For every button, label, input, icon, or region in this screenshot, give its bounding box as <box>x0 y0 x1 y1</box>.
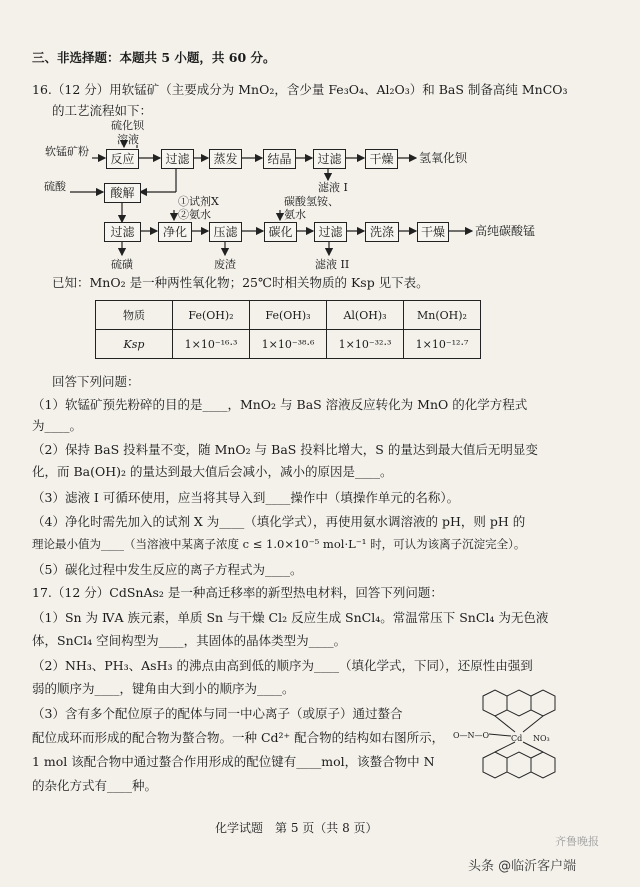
q16-p2-line2: 化，而 Ba(OH)₂ 的量达到最大值后会减小，减小的原因是____。 <box>32 464 393 479</box>
cd-complex-structure <box>453 688 593 792</box>
table-cell: 1×10⁻¹²·⁷ <box>404 330 481 359</box>
reagent-bicarbonate-label: 碳酸氢铵、 <box>284 195 339 208</box>
q16-p5: （5）碳化过程中发生反应的离子方程式为____。 <box>32 562 303 577</box>
flow-box-reaction: 反应 <box>106 149 139 169</box>
table-row <box>96 330 481 359</box>
flow-box-carbonize: 碳化 <box>264 222 297 242</box>
flow-box-crystallize: 结晶 <box>263 149 296 169</box>
product-bariumhydroxide: 氢氧化钡 <box>419 151 468 165</box>
table-header-cell: Fe(OH)₂ <box>173 301 250 330</box>
table-row <box>96 301 481 330</box>
q17-p3-line4: 的杂化方式有____种。 <box>32 778 158 793</box>
q16-header-line1: 16.（12 分）用软锰矿（主要成分为 MnO₂，含少量 Fe₃O₄、Al₂O₃）和 BaS 制备高纯 MnCO₃ <box>32 82 568 97</box>
watermark-newspaper: 齐鲁晚报 <box>555 835 599 848</box>
q17-p1-line1: （1）Sn 为 ⅣA 族元素，单质 Sn 与干燥 Cl₂ 反应生成 SnCl₄。常温常压下 SnCl₄ 为无色液 <box>32 610 549 625</box>
flow-box-filter-1: 过滤 <box>161 149 194 169</box>
filtrate-2-label: 滤液 II <box>315 258 350 271</box>
nitrite-group-label: O—N—O <box>453 731 490 740</box>
input-acid-label: 硫酸 <box>44 180 66 193</box>
q17-p1-line2: 体，SnCl₄ 空间构型为____，其固体的晶体类型为____。 <box>32 633 347 648</box>
flow-box-dry-1: 干燥 <box>365 149 398 169</box>
answer-prompt: 回答下列问题： <box>52 374 140 389</box>
q17-p3-line2: 配位成环而形成的配合物为螯合物。一种 Cd²⁺ 配合物的结构如右图所示， <box>32 730 445 745</box>
q16-p2-line1: （2）保持 BaS 投料量不变，随 MnO₂ 与 BaS 投料比增大，S 的量达到最大值后无明显变 <box>32 442 538 457</box>
output-residue-label: 废渣 <box>214 258 236 271</box>
flow-box-filter-3: 过滤 <box>104 222 141 242</box>
flow-box-evaporate: 蒸发 <box>209 149 242 169</box>
table-cell: 1×10⁻¹⁶·³ <box>173 330 250 359</box>
reagent-ammonia-label: ②氨水 <box>178 208 211 221</box>
input-bas-label-bottom: 溶液 <box>117 133 139 146</box>
section-heading: 三、非选择题：本题共 5 小题，共 60 分。 <box>32 50 276 65</box>
flow-box-acidolysis: 酸解 <box>104 183 141 203</box>
table-header-cell: 物质 <box>96 301 173 330</box>
q17-p2-line2: 弱的顺序为____，键角由大到小的顺序为____。 <box>32 681 295 696</box>
q17-p2-line1: （2）NH₃、PH₃、AsH₃ 的沸点由高到低的顺序为____（填化学式，下同），还原性由强到 <box>32 658 533 673</box>
flow-box-purify: 净化 <box>158 222 192 242</box>
q16-p1-line2: 为____。 <box>32 418 83 433</box>
reagent-ammonia2-label: 氨水 <box>284 208 306 221</box>
flow-box-pressfilter: 压滤 <box>209 222 242 242</box>
page-footer: 化学试题 第 5 页（共 8 页） <box>215 821 378 835</box>
known-statement: 已知：MnO₂ 是一种两性氧化物；25℃时相关物质的 Ksp 见下表。 <box>52 275 429 290</box>
ksp-table <box>95 300 481 359</box>
input-ore-label: 软锰矿粉 <box>45 145 89 158</box>
cd-center-label: Cd <box>511 734 523 743</box>
table-header-cell: Mn(OH)₂ <box>404 301 481 330</box>
q16-p4-line2: 理论最小值为____（当溶液中某离子浓度 c ≤ 1.0×10⁻⁵ mol·L⁻¹ 时，可认为该离子沉淀完全）。 <box>32 537 526 551</box>
filtrate-1-label: 滤液 I <box>318 181 348 194</box>
table-header-cell: Al(OH)₃ <box>327 301 404 330</box>
input-bas-label-top: 硫化钡 <box>111 119 144 132</box>
nitrate-group-label: NO₃ <box>533 734 550 743</box>
watermark-source: 头条 @临沂客户端 <box>468 859 577 874</box>
reagent-x-label: ①试剂X <box>178 195 219 208</box>
product-mnco3: 高纯碳酸锰 <box>475 224 536 238</box>
q17-header: 17.（12 分）CdSnAs₂ 是一种高迁移率的新型热电材料，回答下列问题： <box>32 585 443 600</box>
flow-box-wash: 洗涤 <box>365 222 399 242</box>
table-cell: 1×10⁻³⁸·⁶ <box>250 330 327 359</box>
output-sulfur-label: 硫磺 <box>111 258 133 271</box>
table-row-label: Ksp <box>96 330 173 359</box>
q16-p4-line1: （4）净化时需先加入的试剂 X 为____（填化学式），再使用氨水调溶液的 pH，则 pH 的 <box>32 514 526 529</box>
table-header-cell: Fe(OH)₃ <box>250 301 327 330</box>
q16-p1-line1: （1）软锰矿预先粉碎的目的是____，MnO₂ 与 BaS 溶液反应转化为 MnO 的化学方程式 <box>32 397 528 412</box>
q16-header-line2: 的工艺流程如下： <box>52 103 153 118</box>
flow-box-filter-2: 过滤 <box>313 149 346 169</box>
q16-p3: （3）滤液 I 可循环使用，应当将其导入到____操作中（填操作单元的名称）。 <box>32 490 460 505</box>
q17-p3-line1: （3）含有多个配位原子的配体与同一中心离子（或原子）通过螯合 <box>32 706 403 721</box>
table-cell: 1×10⁻³²·³ <box>327 330 404 359</box>
q17-p3-line3: 1 mol 该配合物中通过螯合作用形成的配位键有____mol，该螯合物中 N <box>32 754 435 769</box>
flow-box-filter-4: 过滤 <box>314 222 347 242</box>
flow-box-dry-2: 干燥 <box>417 222 449 242</box>
